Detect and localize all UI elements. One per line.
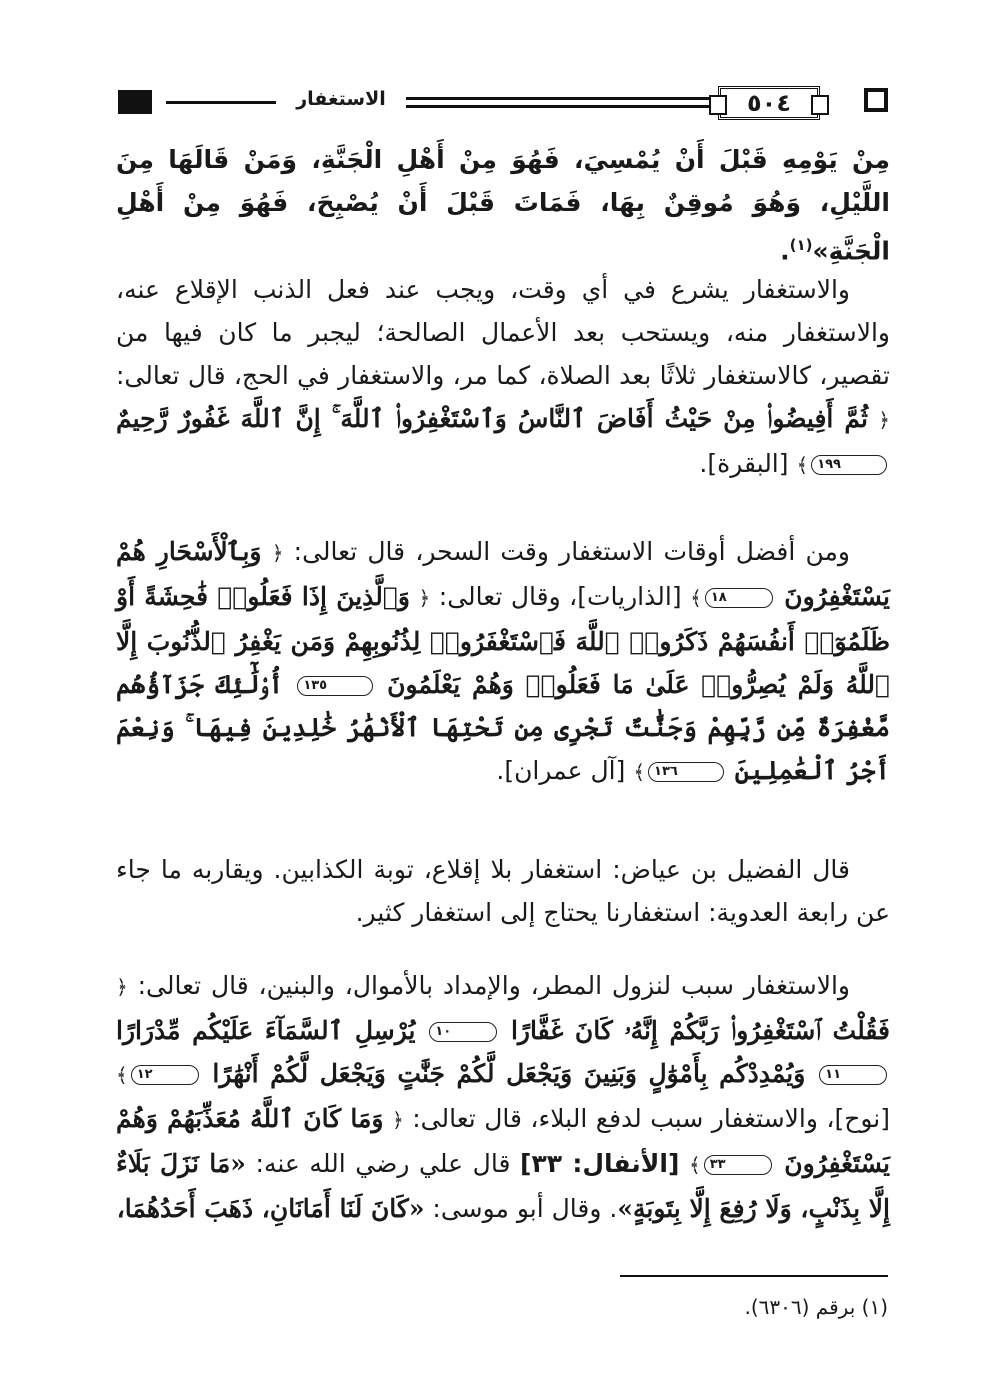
- hadith-body: مِنْ يَوْمِهِ قَبْلَ أَنْ يُمْسِيَ، فَهُوَ مِنْ أَهْلِ الْجَنَّةِ، وَمَنْ قَالَهَا مِنَ اللَّيْلِ، وَهُوَ مُوقِنٌ بِهَا، فَمَاتَ قَبْلَ أَنْ يُصْبِحَ، فَهُوَ مِنْ أَهْلِ الْجَنَّةِ»: [116, 145, 890, 266]
- body-text: قال الفضيل بن عياض: استغفار بلا إقلاع، توبة الكذابين. ويقاربه ما جاء عن رابعة العدوية: استغفارنا يحتاج إلى استغفار كثير.: [116, 855, 890, 927]
- body-span: والاستغفار يشرع في أي وقت، ويجب عند فعل الذنب الإقلاع عنه، والاستغفار منه، ويستحب بعد الأعمال الصالحة؛ ليجبر ما كان فيها من تقصير، كالاستغفار ثلاثًا بعد الصلاة، كما مر، والاستغفار في الحج، قال تعالى:: [116, 275, 890, 390]
- section-title: الاستغفار: [280, 88, 402, 110]
- quran-open-bracket: ﴿: [116, 975, 128, 999]
- sentence-end: .: [780, 236, 790, 266]
- quran-close-bracket: ﴾: [689, 1153, 701, 1177]
- footnote-divider: [620, 1275, 888, 1277]
- surah-reference: [آل عمران].: [496, 756, 626, 785]
- header-rule: [166, 101, 276, 104]
- paragraph-hadith: [116, 138, 890, 272]
- quran-verse: ثُمَّ أَفِيضُوا۟ مِنْ حَيْثُ أَفَاضَ ٱلنَّاسُ وَٱسْتَغْفِرُوا۟ ٱللَّهَ ۚ إِنَّ ٱللَّهَ غَفُورٌ رَّحِيمٌ: [116, 404, 869, 433]
- quran-open-bracket: ﴿: [391, 1108, 404, 1132]
- quran-close-bracket: ﴾: [116, 1063, 128, 1087]
- paragraph-4: [116, 848, 890, 934]
- ayah-number: ١٩٩: [811, 455, 887, 475]
- paragraph-3: [116, 530, 890, 794]
- quran-open-bracket: ﴿: [878, 408, 891, 432]
- body-text: [116, 268, 890, 487]
- paragraph-5: [116, 964, 890, 1230]
- hadith-text: [116, 138, 890, 272]
- footnote: (١) برقم (٦٣٠٦).: [744, 1295, 888, 1319]
- paragraph-2: [116, 268, 890, 487]
- body-span: والاستغفار سبب لنزول المطر، والإمداد بالأموال، والبنين، قال تعالى:: [137, 971, 850, 1000]
- header-ornament-block: [118, 90, 152, 114]
- surah-reference: [الأنفال: ٣٣]: [520, 1149, 680, 1178]
- header-ornament-square: [864, 88, 888, 112]
- ayah-number: ٣٣: [704, 1155, 772, 1175]
- body-span: ومن أفضل أوقات الاستغفار وقت السحر، قال تعالى:: [293, 537, 850, 566]
- quran-close-bracket: ﴾: [796, 453, 809, 477]
- quran-close-bracket: ﴾: [690, 586, 702, 610]
- ayah-number: ١٨: [705, 588, 773, 608]
- surah-reference: [البقرة].: [699, 449, 789, 478]
- body-span: قال علي رضي الله عنه:: [255, 1149, 511, 1178]
- quran-open-bracket: ﴿: [271, 541, 284, 565]
- quran-verse: وَبِٱلْأَسْحَارِ هُمْ يَسْتَغْفِرُونَ: [116, 537, 890, 611]
- quran-verse: وَيُمْدِدْكُم بِأَمْوَٰلٍ وَبَنِينَ وَيَجْعَل لَّكُمْ جَنَّٰتٍ وَيَجْعَل لَّكُمْ أَنْهَٰرًا: [212, 1059, 806, 1088]
- quran-verse: وَمَا كَانَ ٱللَّهُ مُعَذِّبَهُمْ وَهُمْ يَسْتَغْفِرُونَ: [116, 1104, 890, 1178]
- body-text: [116, 964, 890, 1230]
- footnote-marker: (١): [789, 236, 813, 254]
- quran-verse: أُو۟لَٰٓئِكَ جَزَآؤُهُم مَّغْفِرَةٌ مِّن رَّبِّهِمْ وَجَنَّٰتٌ تَجْرِى مِن تَحْتِهَا ٱلْأَنْهَٰرُ خَٰلِدِينَ فِيهَا ۚ وَنِعْمَ أَجْرُ ٱلْعَٰمِلِينَ: [116, 670, 890, 785]
- page-number: ٥٠٤: [718, 86, 820, 120]
- ayah-number: ١١: [819, 1065, 887, 1085]
- hadith-quote: «كَانَ لَنَا أَمَانَانِ، ذَهَبَ أَحَدُهُمَا،: [116, 1194, 425, 1223]
- body-span: . وقال أبو موسى:: [432, 1194, 618, 1223]
- surah-reference: [نوح]، والاستغفار سبب لدفع البلاء، قال تعالى:: [412, 1104, 891, 1133]
- quran-verse: فَقُلْتُ ٱسْتَغْفِرُوا۟ رَبَّكُمْ إِنَّهُۥ كَانَ غَفَّارًا: [510, 1016, 890, 1045]
- ayah-number: ١٠: [429, 1022, 497, 1042]
- page-header: [118, 86, 888, 122]
- body-text: [116, 530, 890, 794]
- ayah-number: ١٢: [131, 1065, 199, 1085]
- surah-reference: [الذاريات]، وقال تعالى:: [438, 582, 682, 611]
- quran-open-bracket: ﴿: [418, 586, 431, 610]
- quran-verse: وَٱلَّذِينَ إِذَا فَعَلُوا۟ فَٰحِشَةً أَوْ ظَلَمُوٓا۟ أَنفُسَهُمْ ذَكَرُوا۟ ٱللَّهَ فَٱسْتَغْفَرُوا۟ لِذُنُوبِهِمْ وَمَن يَغْفِرُ ٱلذُّنُوبَ إِلَّا ٱللَّهُ وَلَمْ يُصِرُّوا۟ عَلَىٰ مَا فَعَلُوا۟ وَهُمْ يَعْلَمُونَ: [116, 582, 891, 699]
- quran-close-bracket: ﴾: [633, 760, 646, 784]
- ayah-number: ١٣٥: [297, 676, 373, 696]
- ayah-number: ١٣٦: [648, 762, 724, 782]
- hadith-quote: «مَا نَزَلَ بَلَاءٌ إِلَّا بِذَنْبٍ، وَلَا رُفِعَ إِلَّا بِتَوبَةٍ»: [116, 1149, 890, 1223]
- quran-verse: يُرْسِلِ ٱلسَّمَآءَ عَلَيْكُم مِّدْرَارًا: [116, 1016, 416, 1045]
